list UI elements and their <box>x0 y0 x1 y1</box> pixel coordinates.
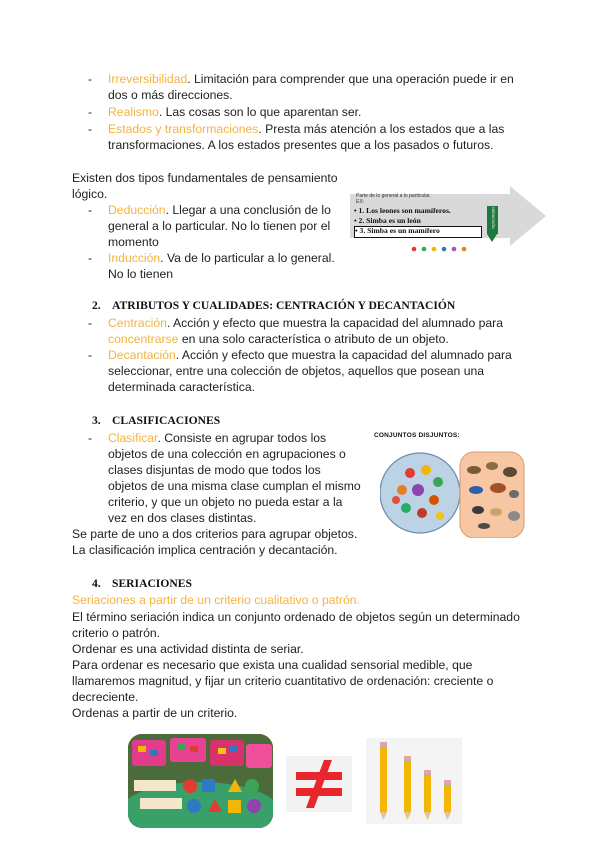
term-highlight: Clasificar <box>108 431 158 445</box>
section-4-text: llamaremos magnitud, y fijar un criterio cuantitativo de ordenación: creciente o <box>72 674 494 688</box>
list-item-irreversibilidad <box>108 71 514 87</box>
section-number: 3. <box>92 414 101 427</box>
term-highlight: Decantación <box>108 348 176 362</box>
section-4-text: decreciente. <box>72 690 139 704</box>
section-4-text: Ordenar es una actividad distinta de seriar. <box>72 642 304 656</box>
item-continuation: momento <box>108 235 159 249</box>
bullet-dash: - <box>88 251 93 265</box>
logic-intro-line: lógico. <box>72 187 108 201</box>
section-number: 2. <box>92 299 101 312</box>
photo-content <box>128 734 273 828</box>
term-highlight: Inducción <box>108 251 161 265</box>
bullet-dash: - <box>88 203 93 217</box>
bullet-dash: - <box>88 348 93 362</box>
list-item-clasificar <box>108 430 326 446</box>
item-continuation: transformaciones. A los estados presentes que a los pasados o futuros. <box>108 138 494 152</box>
section-3-text: La clasificación implica centración y decantación. <box>72 543 338 557</box>
syllogism-line-3: • 3. Simba es un mamífero <box>355 226 440 235</box>
section-3-text: Se parte de uno a dos criterios para agrupar objetos. <box>72 527 358 541</box>
syllogism-ex: EX: <box>356 199 365 205</box>
item-text: . Limitación para comprender que una operación puede ir en <box>187 72 514 86</box>
color-dots <box>410 240 490 246</box>
item-continuation: objetos de una colección en agrupaciones o <box>108 447 346 461</box>
item-text: . Va de lo particular a lo general. <box>160 251 335 265</box>
syllogism-line-1: • 1. Los leones son mamíferos. <box>354 206 451 215</box>
term-highlight: concentrarse <box>108 332 179 346</box>
term-highlight: Centración <box>108 316 167 330</box>
term-highlight: Deducción <box>108 203 166 217</box>
list-item-realismo <box>108 104 361 120</box>
section-title: ATRIBUTOS Y CUALIDADES: CENTRACIÓN Y DECANTACIÓN <box>112 299 456 312</box>
bullet-dash: - <box>88 316 93 330</box>
not-equal-icon <box>286 756 352 812</box>
section-2-heading <box>92 298 455 314</box>
item-continuation: criterio, y que un objeto no pueda estar a la <box>108 495 343 509</box>
section-3-heading <box>92 413 220 429</box>
item-continuation <box>108 331 449 347</box>
list-item-decantacion <box>108 347 512 363</box>
bullet-dash: - <box>88 72 93 86</box>
list-item-estados <box>108 121 504 137</box>
term-highlight: Irreversibilidad <box>108 72 188 86</box>
item-continuation: No lo tienen <box>108 267 174 281</box>
bullet-dash: - <box>88 122 93 136</box>
bullet-dash: - <box>88 431 93 445</box>
item-text: . Consiste en agrupar todos los <box>157 431 327 445</box>
deduccion-badge <box>487 206 498 234</box>
section-4-subtitle: Seriaciones a partir de un criterio cualitativo o patrón. <box>72 593 360 607</box>
item-text: . Acción y efecto que muestra la capacidad del alumnado para <box>166 316 503 330</box>
item-text: . Llegar a una conclusión de lo <box>165 203 331 217</box>
item-continuation: objetos de una misma clase cumplan el mismo <box>108 479 361 493</box>
item-continuation: clases disjuntas de modo que todos los <box>108 463 321 477</box>
section-4-heading <box>92 576 192 592</box>
item-continuation: vez en dos clases distintas. <box>108 511 257 525</box>
item-text: . Las cosas son lo que aparentan ser. <box>158 105 362 119</box>
logic-intro-line: Existen dos tipos fundamentales de pensamiento <box>72 171 338 185</box>
item-continuation: general a lo particular. No lo tienen por el <box>108 219 331 233</box>
disjoint-sets-illustration <box>380 438 540 538</box>
conjuntos-title: CONJUNTOS DISJUNTOS: <box>374 432 460 439</box>
section-4-text: El término seriación indica un conjunto ordenado de objetos según un determinado <box>72 610 520 624</box>
item-text: en una solo característica o atributo de un objeto. <box>178 332 449 346</box>
item-continuation: dos o más direcciones. <box>108 88 233 102</box>
section-4-text: Para ordenar es necesario que exista una cualidad sensorial medible, que <box>72 658 473 672</box>
syllogism-figure <box>350 186 546 246</box>
list-item-centracion <box>108 315 503 331</box>
item-text: . Acción y efecto que muestra la capacidad del alumnado para <box>175 348 512 362</box>
section-title: SERIACIONES <box>112 577 192 590</box>
section-number: 4. <box>92 577 101 590</box>
section-4-text: Ordenas a partir de un criterio. <box>72 706 238 720</box>
item-text: . Presta más atención a los estados que a las <box>258 122 505 136</box>
term-highlight: Realismo <box>108 105 159 119</box>
deduccion-badge-label: DEDUCCIÓN <box>491 207 495 229</box>
section-4-text: criterio o patrón. <box>72 626 161 640</box>
item-continuation: determinada característica. <box>108 380 255 394</box>
bullet-dash: - <box>88 105 93 119</box>
pencils-svg <box>366 738 462 824</box>
classroom-photo <box>128 734 273 828</box>
syllogism-line-2: • 2. Simba es un león <box>354 216 421 225</box>
section-title: CLASIFICACIONES <box>112 414 221 427</box>
list-item-deduccion <box>108 202 331 218</box>
item-continuation: seleccionar, entre una colección de objetos, aquellos que posean una <box>108 364 485 378</box>
list-item-induccion <box>108 250 335 266</box>
term-highlight: Estados y transformaciones <box>108 122 259 136</box>
syllogism-header: Parte de lo general a lo particular. <box>356 193 431 199</box>
pencils-seriation-illustration <box>366 738 462 824</box>
